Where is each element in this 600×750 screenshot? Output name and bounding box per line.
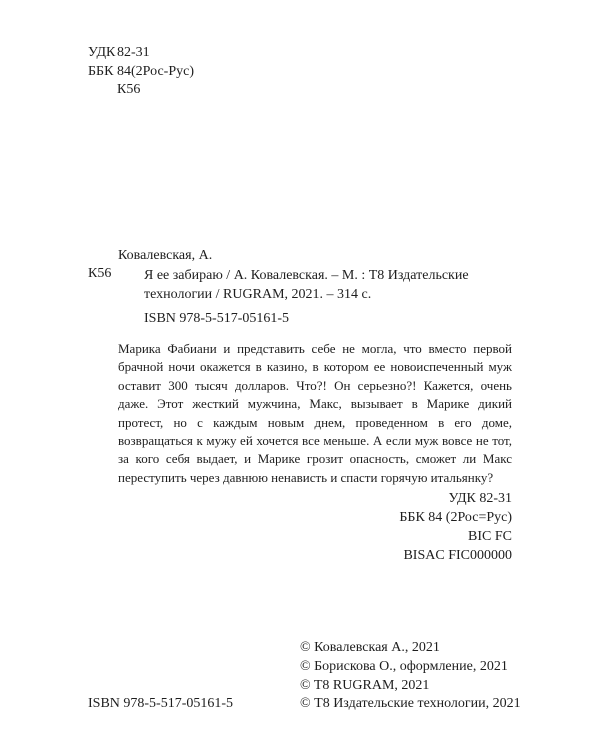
right-code-bic: BIC FC xyxy=(468,529,512,544)
copyright-line: © T8 RUGRAM, 2021 xyxy=(300,677,430,693)
record-description: Я ее забираю / А. Ковалевская. – М. : Т8 Издательские технологии / RUGRAM, 2021. – 314 с. xyxy=(144,268,469,302)
bbk-label: ББК xyxy=(88,63,114,79)
copyright-line: © Ковалевская А., 2021 xyxy=(300,640,440,655)
classification-codes xyxy=(88,44,194,100)
bbk-value: 84(2Рос-Рус) xyxy=(117,63,194,79)
record-author-mark: К56 xyxy=(88,266,112,281)
right-code-bbk: ББК 84 (2Рос=Рус) xyxy=(399,510,512,525)
record-isbn: ISBN 978-5-517-05161-5 xyxy=(144,311,290,326)
annotation-paragraph: Марика Фабиани и представить себе не могла, что вместо первой брачной ночи окажется в казино, в котором ее новоиспеченный муж оставит 300 тысяч долларов. Что?! Он серьезно?! Кажется, очень даже. Этот жесткий мужчина, Макс, вызывает в Марике дикий протест, но с каждым новым днем, проведенном в его доме, возвращаться к мужу ей хочется все меньше. А если муж вовсе не тот, за кого себя выдает, и Марике грозит опасность, сможет ли Макс переступить через давнюю ненависть и спасти горячую итальянку? xyxy=(118,341,512,485)
record-author: Ковалевская, А. xyxy=(118,248,213,263)
udk-row xyxy=(88,44,194,63)
author-mark-top: К56 xyxy=(117,82,141,97)
copyright-block xyxy=(300,639,521,714)
right-code-bisac: BISAC FIC000000 xyxy=(403,548,512,563)
copyright-line: © Борискова О., оформление, 2021 xyxy=(300,658,508,674)
right-classification-codes xyxy=(399,489,512,565)
copyright-line: © Т8 Издательские технологии, 2021 xyxy=(300,696,521,712)
bbk-row xyxy=(88,63,194,82)
footer-isbn: ISBN 978-5-517-05161-5 xyxy=(88,696,234,711)
right-code-udk: УДК 82-31 xyxy=(448,491,512,506)
udk-label: УДК xyxy=(88,45,116,60)
udk-value: 82-31 xyxy=(117,45,150,60)
